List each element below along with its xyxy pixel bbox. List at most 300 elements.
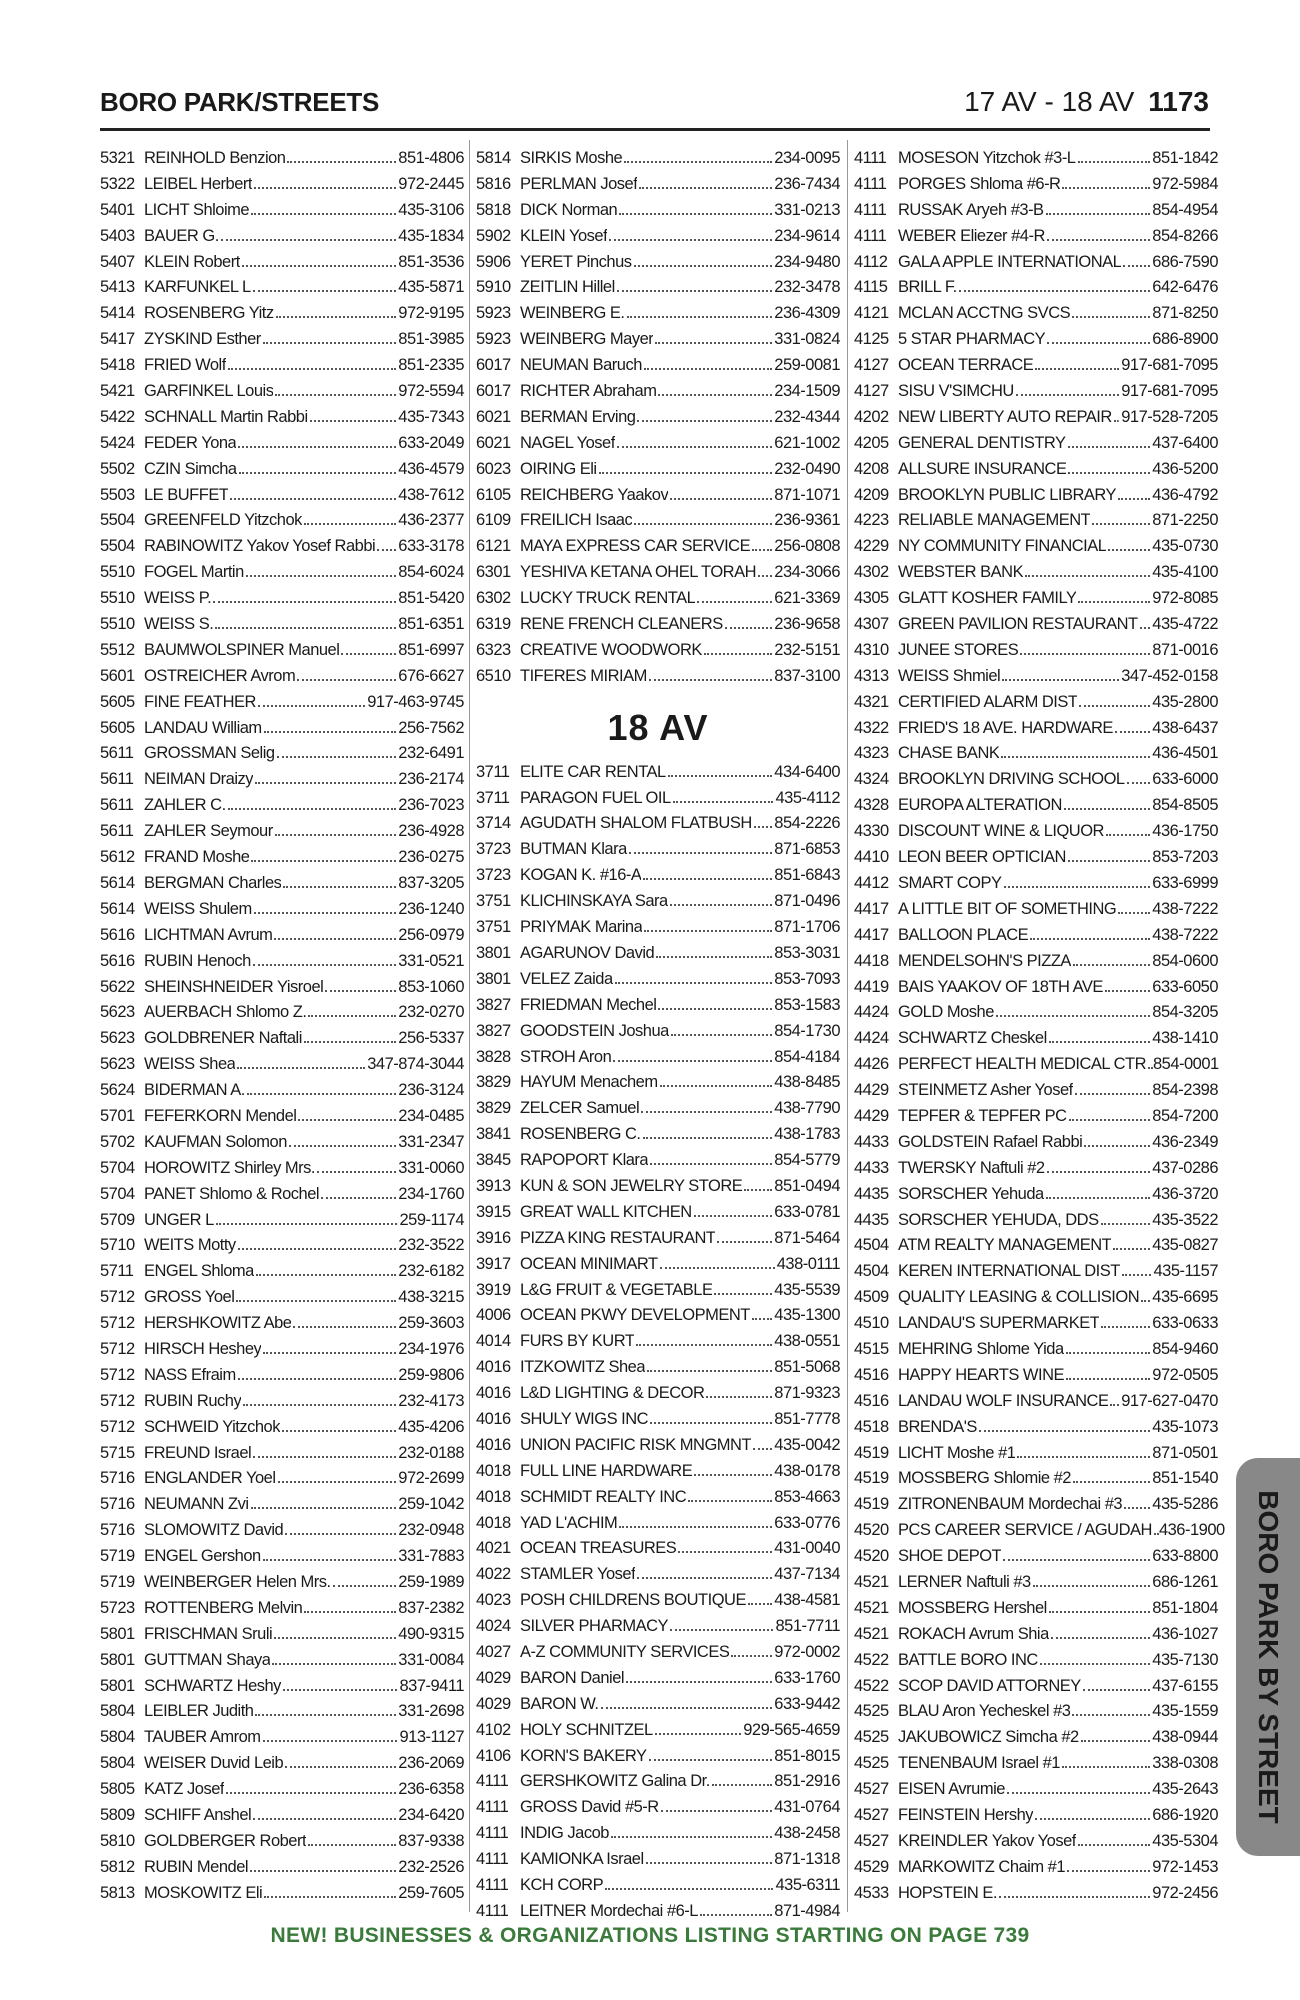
leader-dots (643, 878, 772, 880)
listing-row (100, 460, 464, 486)
listing-row (476, 1565, 840, 1591)
phone-number: 851-4806 (398, 149, 464, 167)
listing-row (854, 149, 1218, 175)
house-number: 5421 (100, 382, 135, 401)
phone-number: 236-2174 (398, 770, 464, 789)
listing-row (854, 382, 1218, 408)
house-number: 4417 (854, 899, 889, 918)
listing-row (476, 408, 840, 434)
listing-row (100, 1340, 464, 1366)
leader-dots (644, 930, 772, 932)
listing-name: MOSSBERG Shlomie #2 (898, 1469, 1071, 1488)
listing-row (476, 589, 840, 615)
house-number: 6021 (476, 407, 511, 426)
listing-row (476, 996, 840, 1022)
leader-dots (1106, 834, 1150, 836)
phone-number: 331-0521 (398, 951, 464, 970)
listing-row (100, 1625, 464, 1651)
listing-name: FEINSTEIN Hershy (898, 1806, 1034, 1824)
listing-row (100, 770, 464, 796)
listing-name: YESHIVA KETANA OHEL TORAH (520, 563, 756, 582)
listing-row (476, 944, 840, 970)
phone-number: 232-4173 (398, 1391, 464, 1410)
listing-row (854, 1029, 1218, 1055)
leader-dots (255, 782, 396, 784)
leader-dots (637, 1577, 772, 1579)
listing-row (854, 589, 1218, 615)
listing-row (854, 719, 1218, 745)
leader-dots (298, 1119, 396, 1121)
house-number: 5704 (100, 1158, 135, 1177)
listing-row (476, 789, 840, 815)
listing-row (100, 1884, 464, 1910)
leader-dots (1066, 1352, 1151, 1354)
leader-dots (1033, 1585, 1151, 1587)
phone-number: 435-0730 (1152, 537, 1218, 556)
listing-row (854, 770, 1218, 796)
listing-name: POSH CHILDRENS BOUTIQUE (520, 1591, 746, 1610)
leader-dots (673, 801, 774, 803)
house-number: 4433 (854, 1158, 889, 1177)
listing-name: TEPFER & TEPFER PC (898, 1106, 1067, 1125)
house-number: 4302 (854, 563, 889, 582)
phone-number: 236-9361 (774, 511, 840, 530)
listing-row (476, 763, 840, 789)
listing-row (100, 1444, 464, 1470)
house-number: 6105 (476, 485, 511, 504)
phone-number: 259-1989 (398, 1572, 464, 1591)
leader-dots (599, 472, 773, 474)
house-number: 3711 (476, 788, 510, 807)
leader-dots (263, 1352, 396, 1354)
phone-number: 837-2382 (398, 1598, 464, 1617)
house-number: 5712 (100, 1417, 135, 1436)
listing-name: PARAGON FUEL OIL (520, 788, 671, 807)
leader-dots (1113, 1248, 1150, 1250)
phone-number: 331-7883 (398, 1547, 464, 1566)
listing-row (476, 1048, 840, 1074)
listing-row (476, 1436, 840, 1462)
leader-dots (731, 1655, 772, 1657)
listing-name: BAUER G. (144, 226, 219, 245)
house-number: 4111 (854, 226, 887, 245)
listing-name: FEFERKORN Mendel (144, 1106, 297, 1125)
listing-row (100, 1702, 464, 1728)
listing-row (854, 486, 1218, 512)
leader-dots (251, 1507, 397, 1509)
listing-row (100, 667, 464, 693)
house-number: 4433 (854, 1132, 889, 1151)
phone-number: 234-1976 (398, 1339, 464, 1358)
listing-name: RUSSAK Aryeh #3-B (898, 200, 1044, 219)
phone-number: 686-1261 (1152, 1572, 1218, 1591)
house-number: 5401 (100, 200, 135, 219)
house-number: 5804 (100, 1728, 135, 1747)
listing-row (854, 1677, 1218, 1703)
listing-name: SCHIFF Anshel (144, 1806, 252, 1824)
listing-name: OSTREICHER Avrom (144, 666, 296, 685)
listing-name: A-Z COMMUNITY SERVICES (520, 1642, 730, 1661)
listing-name: HAYUM Menachem (520, 1073, 658, 1092)
listing-name: LANDAU William (144, 718, 262, 737)
house-number: 5510 (100, 563, 135, 582)
leader-dots (725, 627, 773, 629)
listing-name: NAGEL Yosef (520, 433, 615, 452)
listing-name: L&D LIGHTING & DECOR (520, 1384, 705, 1403)
leader-dots (1035, 368, 1119, 370)
house-number: 5715 (100, 1443, 135, 1462)
listing-name: EUROPA ALTERATION (898, 796, 1062, 815)
listing-row (100, 1651, 464, 1677)
leader-dots (274, 938, 396, 940)
listing-row (476, 1747, 840, 1773)
phone-number: 234-1760 (398, 1184, 464, 1203)
house-number: 3915 (476, 1202, 511, 1221)
listing-row (854, 1599, 1218, 1625)
listing-row (854, 1288, 1218, 1314)
listing-row (100, 278, 464, 304)
leader-dots (1007, 1792, 1150, 1794)
listing-row (854, 848, 1218, 874)
listing-name: GOLDBRENER Naftali (144, 1029, 302, 1048)
listing-name: GERSHKOWITZ Galina Dr. (520, 1772, 710, 1791)
listing-name: KARFUNKEL L (144, 278, 251, 297)
house-number: 3723 (476, 840, 511, 859)
leader-dots (647, 1370, 772, 1372)
listing-row (100, 1573, 464, 1599)
house-number: 4111 (476, 1824, 509, 1843)
phone-number: 853-7093 (774, 969, 840, 988)
leader-dots (1066, 1378, 1150, 1380)
listing-name: ZAHLER C. (144, 796, 226, 815)
listing-row (854, 278, 1218, 304)
listing-name: GARFINKEL Louis (144, 382, 274, 401)
listing-name: SHOE DEPOT (898, 1547, 1002, 1566)
listing-row (100, 693, 464, 719)
leader-dots (1040, 1663, 1150, 1665)
leader-dots (1083, 1689, 1151, 1691)
house-number: 4504 (854, 1236, 889, 1255)
phone-number: 236-3124 (398, 1081, 464, 1100)
house-number: 5702 (100, 1132, 135, 1151)
listing-name: WEINBERG E. (520, 304, 625, 323)
phone-number: 435-0827 (1152, 1236, 1218, 1255)
side-tab (1236, 1458, 1300, 1856)
house-number: 4006 (476, 1306, 511, 1325)
leader-dots (1047, 239, 1150, 241)
phone-number: 436-5200 (1152, 459, 1218, 478)
house-number: 4027 (476, 1642, 511, 1661)
phone-number: 438-7222 (1152, 925, 1218, 944)
leader-dots (251, 860, 396, 862)
listing-row (100, 1780, 464, 1806)
leader-dots (213, 601, 396, 603)
leader-dots (646, 1862, 773, 1864)
phone-number: 854-9460 (1152, 1339, 1218, 1358)
leader-dots (1049, 1041, 1150, 1043)
listing-row (100, 1677, 464, 1703)
phone-number: 621-3369 (774, 589, 840, 608)
leader-dots (1017, 1456, 1150, 1458)
phone-number: 854-7200 (1152, 1106, 1218, 1125)
listing-row (100, 253, 464, 279)
phone-number: 438-3215 (398, 1288, 464, 1307)
listing-name: FULL LINE HARDWARE (520, 1461, 693, 1480)
phone-number: 676-6627 (398, 666, 464, 685)
listing-name: PERFECT HEALTH MEDICAL CTR (898, 1055, 1146, 1074)
listing-name: YAD L'ACHIM (520, 1513, 618, 1532)
phone-number: 917-463-9745 (367, 692, 464, 711)
listing-row (476, 1203, 840, 1229)
listing-name: RENE FRENCH CLEANERS (520, 615, 723, 634)
listing-name: BROOKLYN PUBLIC LIBRARY (898, 485, 1117, 504)
listing-row (854, 1340, 1218, 1366)
listing-name: GREEN PAVILION RESTAURANT (898, 615, 1138, 634)
house-number: 5510 (100, 615, 135, 634)
leader-dots (753, 1448, 772, 1450)
leader-dots (752, 549, 772, 551)
leader-dots (256, 1274, 396, 1276)
phone-number: 837-3100 (774, 666, 840, 685)
phone-number: 236-7434 (774, 174, 840, 193)
phone-number: 435-5304 (1152, 1831, 1218, 1850)
listing-row (100, 227, 464, 253)
house-number: 5804 (100, 1702, 135, 1721)
listing-row (476, 840, 840, 866)
listing-row (100, 1314, 464, 1340)
house-number: 4410 (854, 848, 889, 867)
leader-dots (1062, 187, 1150, 189)
phone-number: 234-6420 (398, 1806, 464, 1824)
house-number: 5801 (100, 1624, 135, 1643)
house-number: 5804 (100, 1754, 135, 1773)
listing-name: SCHWEID Yitzchok (144, 1417, 280, 1436)
house-number: 4111 (476, 1901, 509, 1920)
listing-name: STAMLER Yosef (520, 1565, 636, 1584)
listing-name: REINHOLD Benzion (144, 149, 286, 167)
listing-name: GOODSTEIN Joshua (520, 1021, 669, 1040)
listing-row (100, 796, 464, 822)
house-number: 5902 (476, 226, 511, 245)
phone-number: 633-6050 (1152, 977, 1218, 996)
phone-number: 435-7343 (398, 407, 464, 426)
leader-dots (1122, 1274, 1152, 1276)
phone-number: 437-6400 (1152, 433, 1218, 452)
phone-number: 871-1071 (774, 485, 840, 504)
leader-dots (310, 420, 397, 422)
listing-row (854, 175, 1218, 201)
leader-dots (670, 1629, 773, 1631)
phone-number: 232-5151 (774, 640, 840, 659)
phone-number: 435-5539 (774, 1280, 840, 1299)
house-number: 4435 (854, 1184, 889, 1203)
listing-row (854, 900, 1218, 926)
listing-name: QUALITY LEASING & COLLISION (898, 1288, 1140, 1307)
listing-row (854, 1003, 1218, 1029)
leader-dots (304, 1041, 396, 1043)
leader-dots (325, 990, 396, 992)
listing-row (476, 304, 840, 330)
phone-number: 436-2377 (398, 511, 464, 530)
phone-number: 232-6182 (398, 1262, 464, 1281)
side-tab-label: BORO PARK BY STREET (1253, 1490, 1284, 1824)
listing-name: REICHBERG Yaakov (520, 485, 669, 504)
listing-name: ENGLANDER Yoel (144, 1469, 276, 1488)
house-number: 5712 (100, 1365, 135, 1384)
listing-row (854, 926, 1218, 952)
phone-number: 232-0490 (774, 459, 840, 478)
leader-dots (1078, 601, 1150, 603)
listing-row (854, 693, 1218, 719)
leader-dots (1051, 1637, 1151, 1639)
listing-name: SLOMOWITZ David (144, 1521, 284, 1540)
listing-row (854, 1884, 1218, 1910)
listing-row (100, 486, 464, 512)
house-number: 4016 (476, 1409, 511, 1428)
listing-name: BRILL F. (898, 278, 957, 297)
house-number: 4305 (854, 589, 889, 608)
listing-row (100, 1288, 464, 1314)
leader-dots (1101, 1223, 1151, 1225)
listing-row (100, 874, 464, 900)
phone-number: 854-5779 (774, 1151, 840, 1170)
phone-number: 851-6843 (774, 866, 840, 885)
listing-name: BALLOON PLACE (898, 925, 1029, 944)
listing-row (854, 1573, 1218, 1599)
leader-dots (1108, 549, 1150, 551)
listing-row (476, 175, 840, 201)
leader-dots (242, 265, 396, 267)
listing-row (854, 1780, 1218, 1806)
house-number: 4518 (854, 1417, 889, 1436)
listing-name: RAPOPORT Klara (520, 1151, 649, 1170)
house-number: 4102 (476, 1720, 511, 1739)
listing-row (854, 434, 1218, 460)
listing-name: NEUMAN Baruch (520, 356, 642, 375)
house-number: 4515 (854, 1339, 889, 1358)
leader-dots (321, 1197, 396, 1199)
phone-number: 232-6491 (398, 744, 464, 763)
house-number: 4127 (854, 356, 889, 375)
house-number: 3801 (476, 969, 511, 988)
leader-dots (655, 342, 772, 344)
phone-number: 232-2526 (398, 1857, 464, 1876)
phone-number: 854-8266 (1152, 226, 1218, 245)
listing-name: ZITRONENBAUM Mordechai #3 (898, 1495, 1123, 1514)
phone-number: 435-5871 (398, 278, 464, 297)
leader-dots (996, 1015, 1150, 1017)
listing-name: GOLDSTEIN Rafael Rabbi (898, 1132, 1083, 1151)
listing-group-17av (476, 149, 840, 693)
phone-number: 435-5286 (1152, 1495, 1218, 1514)
listing-row (476, 814, 840, 840)
page-header-section: BORO PARK/STREETS (100, 87, 379, 117)
listing-name: GENERAL DENTISTRY (898, 433, 1066, 452)
leader-dots (754, 826, 773, 828)
listing-row (854, 1418, 1218, 1444)
leader-dots (609, 239, 772, 241)
leader-dots (1084, 1145, 1150, 1147)
phone-number: 871-1318 (774, 1850, 840, 1869)
leader-dots (634, 523, 772, 525)
listing-row (854, 511, 1218, 537)
phone-number: 347-452-0158 (1121, 666, 1218, 685)
listing-row (476, 1669, 840, 1695)
phone-number: 851-1540 (1152, 1469, 1218, 1488)
listing-column-1 (100, 149, 464, 1910)
leader-dots (1118, 498, 1150, 500)
listing-name: KLEIN Robert (144, 252, 240, 271)
listing-name: GUTTMAN Shaya (144, 1650, 271, 1669)
house-number: 4016 (476, 1358, 511, 1377)
listing-row (854, 1625, 1218, 1651)
leader-dots (226, 1792, 396, 1794)
listing-name: KLICHINSKAYA Sara (520, 892, 668, 911)
listing-name: MCLAN ACCTNG SVCS (898, 304, 1071, 323)
house-number: 5805 (100, 1780, 135, 1799)
phone-number: 871-1706 (774, 918, 840, 937)
leader-dots (272, 1663, 396, 1665)
listing-row (854, 1521, 1225, 1547)
house-number: 4111 (476, 1876, 509, 1894)
listing-row (476, 1177, 840, 1203)
house-number: 5414 (100, 304, 135, 323)
phone-number: 435-2800 (1152, 692, 1218, 711)
phone-number: 256-0808 (774, 537, 840, 556)
phone-number: 871-2250 (1152, 511, 1218, 530)
listing-row (854, 253, 1218, 279)
leader-dots (1047, 1171, 1151, 1173)
house-number: 5403 (100, 226, 135, 245)
phone-number: 438-4581 (774, 1591, 840, 1610)
house-number: 5810 (100, 1831, 135, 1850)
listing-name: RELIABLE MANAGEMENT (898, 511, 1091, 530)
phone-number: 435-1073 (1152, 1417, 1218, 1436)
phone-number: 621-1002 (774, 433, 840, 452)
house-number: 3714 (476, 814, 511, 833)
leader-dots (287, 161, 396, 163)
listing-name: KUN & SON JEWELRY STORE (520, 1176, 743, 1195)
listing-name: LERNER Naftuli #3 (898, 1572, 1031, 1591)
listing-row (100, 1754, 464, 1780)
listing-row (854, 1107, 1218, 1133)
listing-row (476, 615, 840, 641)
listing-name: GOLD Moshe (898, 1003, 994, 1022)
listing-row (100, 511, 464, 537)
listing-row (854, 1236, 1218, 1262)
leader-dots (1004, 886, 1151, 888)
leader-dots (643, 1137, 773, 1139)
listing-row (100, 1418, 464, 1444)
listing-name: NEUMANN Zvi (144, 1495, 249, 1514)
house-number: 5809 (100, 1806, 135, 1824)
phone-number: 633-0633 (1152, 1314, 1218, 1333)
leader-dots (250, 1870, 396, 1872)
house-number: 4323 (854, 744, 889, 763)
leader-dots (624, 161, 772, 163)
phone-number: 917-528-7205 (1121, 407, 1218, 426)
house-number: 4324 (854, 770, 889, 789)
listing-name: TWERSKY Naftuli #2 (898, 1158, 1045, 1177)
house-number: 4519 (854, 1469, 889, 1488)
phone-number: 972-2445 (398, 174, 464, 193)
house-number: 6021 (476, 433, 511, 452)
phone-number: 633-8800 (1152, 1547, 1218, 1566)
leader-dots (1025, 575, 1150, 577)
phone-number: 633-1760 (774, 1668, 840, 1687)
house-number: 4127 (854, 382, 889, 401)
listing-row (476, 1721, 840, 1747)
